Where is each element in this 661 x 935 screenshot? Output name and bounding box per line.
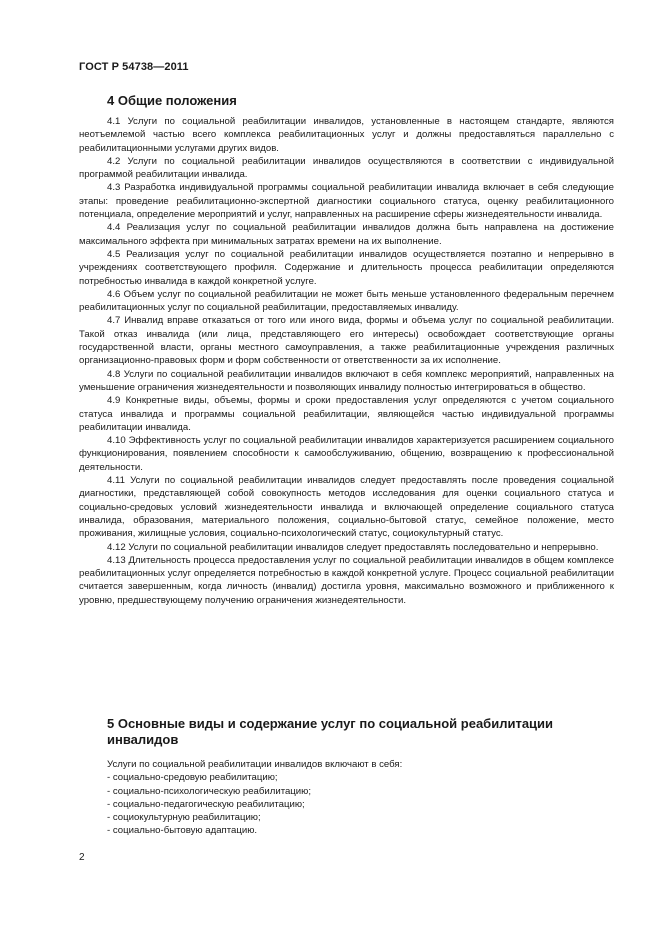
paragraph-4-13: 4.13 Длительность процесса предоставления услуг по социальной реабилитации инвалидов в общем комплексе реабилитационных услуг определяется потребностью в каждой конкретной услуге. Процесс социальной реабилитации считается завершенным, когда личность (инвалид) достигла уровня, максимально возможного и приближенного к уровню, предшествующему получению ограничения жизнедеятельности. [79,554,614,606]
paragraph-4-3: 4.3 Разработка индивидуальной программы социальной реабилитации инвалида включает в себя следующие этапы: проведение реабилитационно-экспертной диагностики социального статуса, оценку реабилитационного потенциала, определение мероприятий и услуг, направленных на расширение сферы жизнедеятельности инвалида. [79,182,614,221]
list-item: - социально-средовую реабилитацию; [107,772,278,784]
paragraph-4-5: 4.5 Реализация услуг по социальной реабилитации инвалидов осуществляется поэтапно и непрерывно в учреждениях соответствующего профиля. Содержание и длительность процесса реабилитации определяются потребностью инвалида в каждой конкретной услуге. [79,248,614,287]
paragraph-4-12: 4.12 Услуги по социальной реабилитации инвалидов следует предоставлять последовательно и непрерывно. [107,541,599,553]
list-item: - социально-бытовую адаптацию. [107,825,258,837]
paragraph-4-2: 4.2 Услуги по социальной реабилитации инвалидов осуществляются в соответствии с индивидуальной программой реабилитации инвалида. [79,155,614,181]
rehabilitation-types-list [79,771,614,837]
paragraph-4-4: 4.4 Реализация услуг по социальной реабилитации инвалидов должна быть направлена на достижение максимального эффекта при минимальных затратах времени на их выполнение. [79,222,614,247]
list-item: - социально-педагогическую реабилитацию; [107,798,305,810]
page-number: 2 [79,852,85,863]
paragraph-4-7: 4.7 Инвалид вправе отказаться от того или иного вида, формы и объема услуг по социальной реабилитации. Такой отказ инвалида (или лица, представляющего его интересы) освобождает соответствующие органы государственной власти, органы местного самоуправления, а также реабилитационные учреждения различных организационно-правовых форм и форм собственности от ответственности за их исполнение. [79,315,614,367]
section-5-title: 5 Основные виды и содержание услуг по социальной реабилитации инвалидов [107,716,554,747]
section-5-body [79,758,614,838]
section-5-intro: Услуги по социальной реабилитации инвалидов включают в себя: [107,759,403,770]
list-item: - социокультурную реабилитацию; [107,812,261,824]
paragraph-4-8: 4.8 Услуги по социальной реабилитации инвалидов включают в себя комплекс мероприятий, направленных на уменьшение ограничения жизнедеятельности и позволяющих инвалиду полностью интегрироваться в общество. [79,368,614,393]
paragraph-4-9: 4.9 Конкретные виды, объемы, формы и сроки предоставления услуг определяются с учетом социального статуса инвалида и программы социальной реабилитации, являющейся частью индивидуальной программы реабилитации инвалида. [79,395,614,433]
section-4-body [79,115,614,607]
paragraph-4-10: 4.10 Эффективность услуг по социальной реабилитации инвалидов характеризуется расширением социального функционирования, появлением способности к самообслуживанию, общению, возвращению к профессиональной деятельности. [79,435,614,473]
paragraph-4-6: 4.6 Объем услуг по социальной реабилитации не может быть меньше установленного федеральным перечнем реабилитационных услуг по социальной реабилитации, предоставляемых инвалиду. [79,288,614,314]
paragraph-4-1: 4.1 Услуги по социальной реабилитации инвалидов, установленные в настоящем стандарте, являются неотъемлемой частью всего комплекса реабилитационных услуг и должны предоставляться параллельно с реабилитационными услугами других видов. [79,116,614,154]
list-item: - социально-психологическую реабилитацию; [107,785,312,797]
standard-header: ГОСТ Р 54738—2011 [79,61,189,73]
paragraph-4-11: 4.11 Услуги по социальной реабилитации инвалидов следует предоставлять после проведения социальной диагностики, представляющей собой совокупность методов исследования для оценки социального статуса и социально-средовых условий жизнедеятельности инвалида и включающей определение социального статуса инвалида, образования, материального положения, социально-бытовой статус, семейное положение, место проживания, жилищные условия, социально-психологический статус, социокультурный статус. [79,475,614,540]
section-4-title: 4 Общие положения [107,93,237,108]
